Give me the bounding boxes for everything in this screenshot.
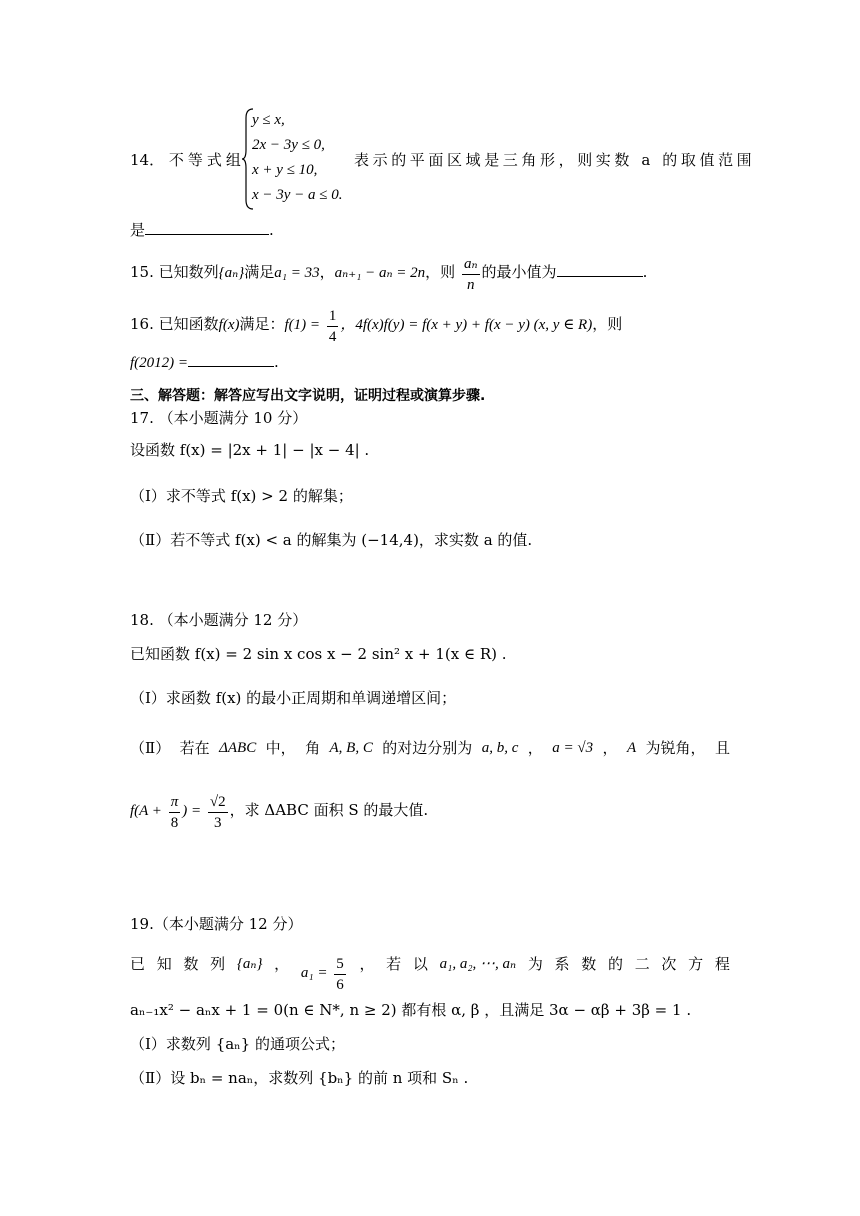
q19-line2: aₙ₋₁x² − aₙx + 1 = 0(n ∈ N*, n ≥ 2) 都有根 α, β ，且满足 3α − αβ + 3β = 1 . [130,1001,692,1019]
q18-fraction-pi [169,792,181,833]
q16-line1 [130,306,622,347]
q16-text-b: 满足： [239,315,285,333]
q18-word: 且 [714,739,730,757]
q18-word: ， [527,739,543,757]
q15-seq: {aₙ} [218,265,245,281]
q14-line1 [130,150,245,170]
q17-header: 17. （本小题满分 10 分） [130,409,308,427]
q18-word: a, b, c [481,740,519,756]
q19-word: 二 [634,955,650,973]
q19-word: 若 [386,955,402,973]
q18-part1: （Ⅰ）求函数 f(x) 的最小正周期和单调递增区间； [130,689,457,707]
q19-word: 数 [581,955,597,973]
q18-frac-num: π [169,792,181,813]
q19-word: {aₙ} [236,956,263,972]
q19-frac-num: 5 [334,954,346,975]
inequality-system [252,108,343,208]
q17-part2: （Ⅱ）若不等式 f(x) < a 的解集为 (−14,4)，求实数 a 的值. [130,531,533,549]
q16-text-c: ，则 [592,315,623,333]
q18-word: 为锐角， [645,739,706,757]
q18-frac-den: 8 [170,815,179,831]
q19-word: 列 [210,955,226,973]
system-row: y ≤ x, [252,112,285,128]
q16-cond1: f(1) = [284,317,321,333]
q14-line2 [130,220,274,240]
q18-frac2-num: √2 [208,792,228,813]
q14-line2-text: 是 [130,221,146,239]
q19-word: 程 [714,955,730,973]
q14-tail: 表示的平面区域是三角形，则实数 a 的取值范围 [354,151,756,169]
q15-text-b: 满足 [244,263,275,281]
q18-word: 若在 [179,739,210,757]
q18-word: （Ⅱ） [130,739,171,757]
q18-word: ， [602,739,618,757]
q14-number: 14． [130,151,165,169]
q18-header: 18. （本小题满分 12 分） [130,611,308,629]
q18-mid: ) = [182,803,202,819]
q19-a1-lhs: a₁ = [300,965,328,981]
q19-word: ， [274,955,290,973]
q19-word: 知 [156,955,172,973]
q16-frac-num: 1 [327,306,339,327]
q19-part1: （Ⅰ）求数列 {aₙ} 的通项公式； [130,1035,345,1053]
q19-word: ， [359,955,375,973]
q19-word: 的 [607,955,623,973]
answer-blank [557,262,643,277]
q15-cond1: a₁ = 33 [274,265,320,281]
q19-word: 方 [688,955,704,973]
q15-fraction [462,254,480,295]
q18-intro: 已知函数 f(x) = 2 sin x cos x − 2 sin² x + 1(x ∈ R) . [130,645,507,663]
q19-word: 数 [183,955,199,973]
q15-line [130,254,647,295]
section-heading: 三、解答题：解答应写出文字说明，证明过程或演算步骤. [130,388,486,404]
system-row: 2x − 3y ≤ 0, [252,137,325,153]
q18-lhs: f(A + [130,803,162,819]
q15-text-d: 的最小值为 [481,263,557,281]
q18-word: A [626,740,637,756]
q15-text-c: ，则 [425,263,456,281]
q16-line2 [130,352,279,373]
q18-frac2-den: 3 [214,815,222,831]
q16-end: . [274,353,279,371]
q18-word: A, B, C [329,740,373,756]
q18-word: a = √3 [552,740,594,756]
answer-blank [188,352,274,367]
q16-fraction [327,306,339,347]
q17-part1: （Ⅰ）求不等式 f(x) > 2 的解集； [130,487,353,505]
q18-fraction-root [208,792,228,833]
q15-frac-den: n [467,277,475,293]
q15-frac-num: aₙ [462,254,480,275]
q18-word: 中， [265,739,296,757]
q18-tail: ，求 ΔABC 面积 S 的最大值. [229,801,429,819]
q16-ask: f(2012) = [130,355,189,371]
system-row: x − 3y − a ≤ 0. [252,187,343,203]
q16-number: 16. [130,315,154,333]
q19-a1 [301,954,348,995]
q14-lead: 不等式组 [168,151,245,169]
q19-word: 系 [554,955,570,973]
q19-word: 已 [130,955,146,973]
q19-line1 [130,954,730,995]
q19-header: 19.（本小题满分 12 分） [130,915,303,933]
q19-part2: （Ⅱ）设 bₙ = naₙ，求数列 {bₙ} 的前 n 项和 Sₙ . [130,1069,469,1087]
q16-cond2: ，4f(x)f(y) = f(x + y) + f(x − y) (x, y ∈ R) [340,317,593,333]
q18-part2-line [130,738,730,758]
q15-cond2: aₙ₊₁ − aₙ = 2n [334,265,426,281]
q18-word: ΔABC [219,740,257,756]
q16-text-a: 已知函数 [158,315,219,333]
system-row: x + y ≤ 10, [252,162,318,178]
q17-intro: 设函数 f(x) = |2x + 1| − |x − 4| . [130,441,370,459]
q15-end: . [642,263,648,281]
q18-part2b [130,792,428,833]
q19-fraction [334,954,346,995]
q15-number: 15. [130,263,154,281]
q15-text-a: 已知数列 [158,263,219,281]
answer-blank [145,220,269,235]
q16-frac-den: 4 [328,329,337,345]
q19-frac-den: 6 [336,977,344,993]
q16-fx: f(x) [218,317,240,333]
q14-end: . [269,221,274,239]
q19-word: 为 [527,955,543,973]
q15-sep: ， [319,263,335,281]
q18-word: 的对边分别为 [382,739,473,757]
q18-word: 角 [305,739,321,757]
q19-word: 次 [661,955,677,973]
q19-word: a₁, a₂, ⋯, aₙ [439,956,517,972]
q19-word: 以 [412,955,428,973]
